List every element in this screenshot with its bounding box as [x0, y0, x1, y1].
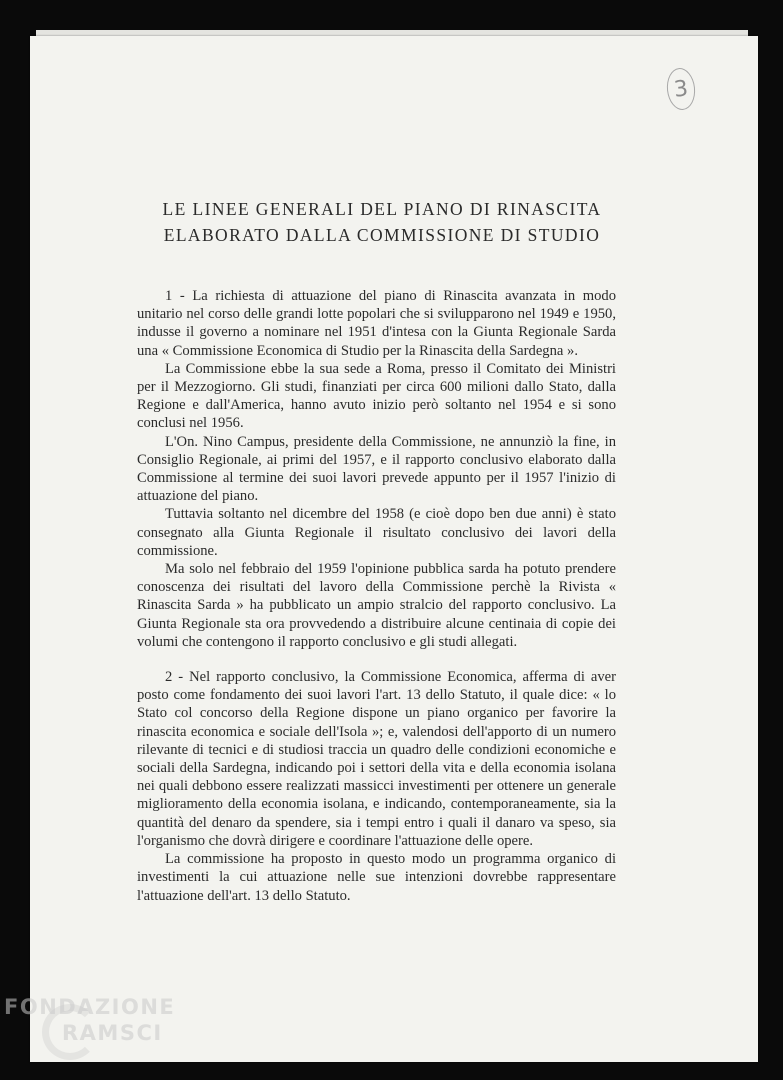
paragraph-1: 1 - La richiesta di attuazione del piano di Rinascita avanzata in modo unitario nel corso delle grandi lotte popolari che si svilupparono nel 1949 e 1950, indusse il governo a nominare nel 1951 d'intesa con la Giunta Regionale Sarda una « Commissione Economica di Studio per la Rinascita della Sardegna ».	[137, 288, 616, 359]
paragraph-3: L'On. Nino Campus, presidente della Commissione, ne annunziò la fine, in Consiglio Regionale, ai primi del 1957, e il rapporto conclusivo elaborato dalla Commissione al termine dei suoi lavori prevede appunto per il 1957 l'inizio di attuazione del piano.	[137, 433, 616, 505]
watermark-logo	[4, 994, 204, 1046]
paragraph-5: Ma solo nel febbraio del 1959 l'opinione pubblica sarda ha potuto prendere conoscenza dei risultati del lavoro della Commissione perchè la Rivista « Rinascita Sarda » ha pubblicato un ampio stralcio del rapporto conclusivo. La Giunta Regionale sta ora provvedendo a distribuire alcune centinaia di copie dei volumi che contengono il rapporto conclusivo e gli studi allegati.	[137, 561, 616, 650]
watermark-g-icon	[42, 1004, 98, 1060]
document-title	[137, 196, 627, 248]
document-body	[137, 287, 616, 905]
page-number: 3	[665, 67, 697, 112]
watermark-line-1: FONDAZIONE	[4, 995, 176, 1019]
title-line-2: ELABORATO DALLA COMMISSIONE DI STUDIO	[163, 225, 601, 245]
title-line-1: LE LINEE GENERALI DEL PIANO DI RINASCITA	[162, 199, 602, 219]
paragraph-7: La commissione ha proposto in questo modo un programma organico di investimenti la cui attuazione nelle sue intenzioni dovrebbe rappresentare l'attuazione dell'art. 13 dello Statuto.	[137, 851, 616, 904]
paragraph-6: 2 - Nel rapporto conclusivo, la Commissione Economica, afferma di aver posto come fondamento dei suoi lavori l'art. 13 dello Statuto, il quale dice: « lo Stato col concorso della Regione dispone un piano organico per favorire la rinascita economica e sociale dell'Isola »; e, valendosi dell'apporto di un numero rilevante di tecnici e di studiosi traccia un quadro delle condizioni economiche e sociali della Sardegna, indicando poi i settori della vita e della economia isolana nei quali debbono essere realizzati massicci investimenti per ottenere un generale miglioramento della economia isolana, e indicando, contemporaneamente, sia la quantità del denaro da spendere, sia i tempi entro i quali il danaro va speso, sia l'organismo che dovrà dirigere e coordinare l'attuazione delle opere.	[137, 669, 616, 849]
paragraph-4: Tuttavia soltanto nel dicembre del 1958 (e cioè dopo ben due anni) è stato consegnato alla Giunta Regionale il risultato conclusivo dei lavori della commissione.	[137, 506, 616, 559]
paragraph-2: La Commissione ebbe la sua sede a Roma, presso il Comitato dei Ministri per il Mezzogiorno. Gli studi, finanziati per circa 600 milioni dallo Stato, dalla Regione e dall'America, hanno avuto inizio però soltanto nel 1954 e si sono conclusi nel 1956.	[137, 360, 616, 432]
watermark-line-2: RAMSCI	[62, 1021, 163, 1045]
